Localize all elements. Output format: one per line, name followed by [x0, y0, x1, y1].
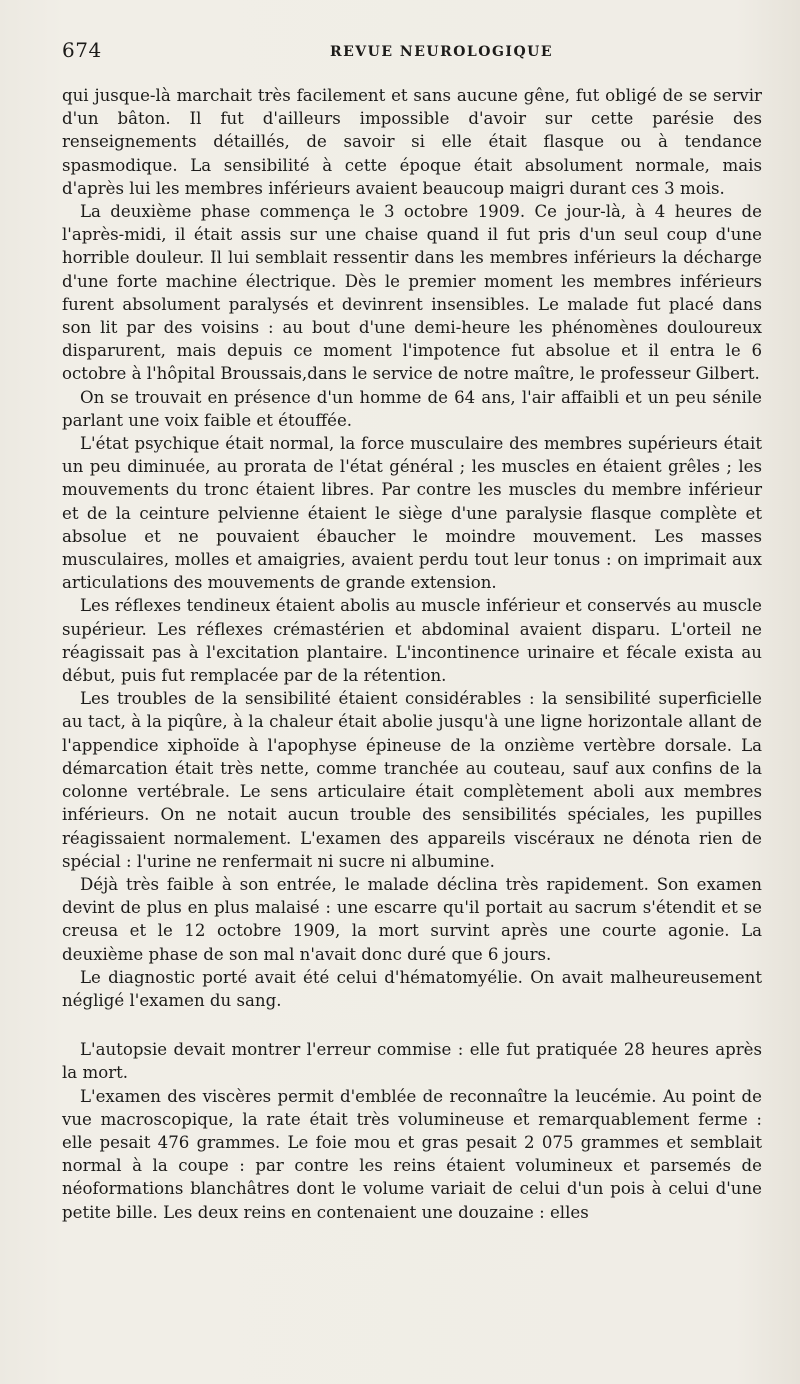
page-number: 674 — [62, 38, 102, 62]
paragraph-1: qui jusque-là marchait très facilement et sans aucune gêne, fut obligé de se servir d'un bâton. Il fut d'ailleurs impossible d'avoir sur cette parésie des renseignements détaillés, de savoir si elle était flasque ou à tendance spasmodique. La sensibilité à cette époque était absolument normale, mais d'après lui les membres inférieurs avaient beaucoup maigri durant ces 3 mois. — [62, 86, 762, 198]
paragraph-7: Déjà très faible à son entrée, le malade déclina très rapidement. Son examen devint de plus en plus malaisé : une escarre qu'il portait au sacrum s'étendit et se creusa et le 12 octobre 1909, la mort survint après une courte agonie. La deuxième phase de son mal n'avait donc duré que 6 jours. — [62, 874, 762, 964]
paragraph-6: Les troubles de la sensibilité étaient considérables : la sensibilité superficielle au tact, à la piqûre, à la chaleur était abolie jusqu'à une ligne horizontale allant de l'appendice xiphoïde à l'apophyse épineuse de la onzième vertèbre dorsale. La démarcation était très nette, comme tranchée au couteau, sauf aux confins de la colonne vertébrale. Le sens articulaire était complètement aboli aux membres inférieurs. On ne notait aucun trouble des sensibilités spéciales, les pupilles réagissaient normalement. L'examen des appareils viscéraux ne dénota rien de spécial : l'urine ne renfermait ni sucre ni albumine. — [62, 689, 762, 871]
paragraph-9: L'autopsie devait montrer l'erreur commise : elle fut pratiquée 28 heures après la mort. — [62, 1040, 762, 1083]
running-header — [62, 38, 762, 68]
journal-title: REVUE NEUROLOGIQUE — [330, 44, 554, 60]
paragraph-10: L'examen des viscères permit d'emblée de reconnaître la leucémie. Au point de vue macroscopique, la rate était très volumineuse et remarquablement ferme : elle pesait 476 grammes. Le foie mou et gras pesait 2 075 grammes et semblait normal à la coupe : par contre les reins étaient volumineux et parsemés de néoformations blanchâtres dont le volume variait de celui d'un pois à celui d'une petite bille. Les deux reins en contenaient une douzaine : elles — [62, 1086, 762, 1222]
article-body — [62, 84, 762, 1224]
paragraph-3: On se trouvait en présence d'un homme de 64 ans, l'air affaibli et un peu sénile parlant une voix faible et étouffée. — [62, 387, 762, 430]
paragraph-4: L'état psychique était normal, la force musculaire des membres supérieurs était un peu diminuée, au prorata de l'état général ; les muscles en étaient grêles ; les mouvements du tronc étaient libres. Par contre les muscles du membre inférieur et de la ceinture pelvienne étaient le siège d'une paralysie flasque complète et absolue et ne pouvaient ébaucher le moindre mouvement. Les masses musculaires, molles et amaigries, avaient perdu tout leur tonus : on imprimait aux articulations des mouvements de grande extension. — [62, 434, 762, 593]
paragraph-8: Le diagnostic porté avait été celui d'hématomyélie. On avait malheureusement négligé l'examen du sang. — [62, 967, 762, 1010]
paragraph-5: Les réflexes tendineux étaient abolis au muscle inférieur et conservés au muscle supérieur. Les réflexes crémastérien et abdominal avaient disparu. L'orteil ne réagissait pas à l'excitation plantaire. L'incontinence urinaire et fécale exista au début, puis fut remplacée par de la rétention. — [62, 596, 762, 686]
paragraph-2: La deuxième phase commença le 3 octobre 1909. Ce jour-là, à 4 heures de l'après-midi, il était assis sur une chaise quand il fut pris d'un seul coup d'une horrible douleur. Il lui semblait ressentir dans les membres inférieurs la décharge d'une forte machine électrique. Dès le premier moment les membres inférieurs furent absolument paralysés et devinrent insensibles. Le malade fut placé dans son lit par des voisins : au bout d'une demi-heure les phénomènes douloureux disparurent, mais depuis ce moment l'impotence fut absolue et il entra le 6 octobre à l'hôpital Broussais,dans le service de notre maître, le professeur Gilbert. — [62, 202, 762, 384]
